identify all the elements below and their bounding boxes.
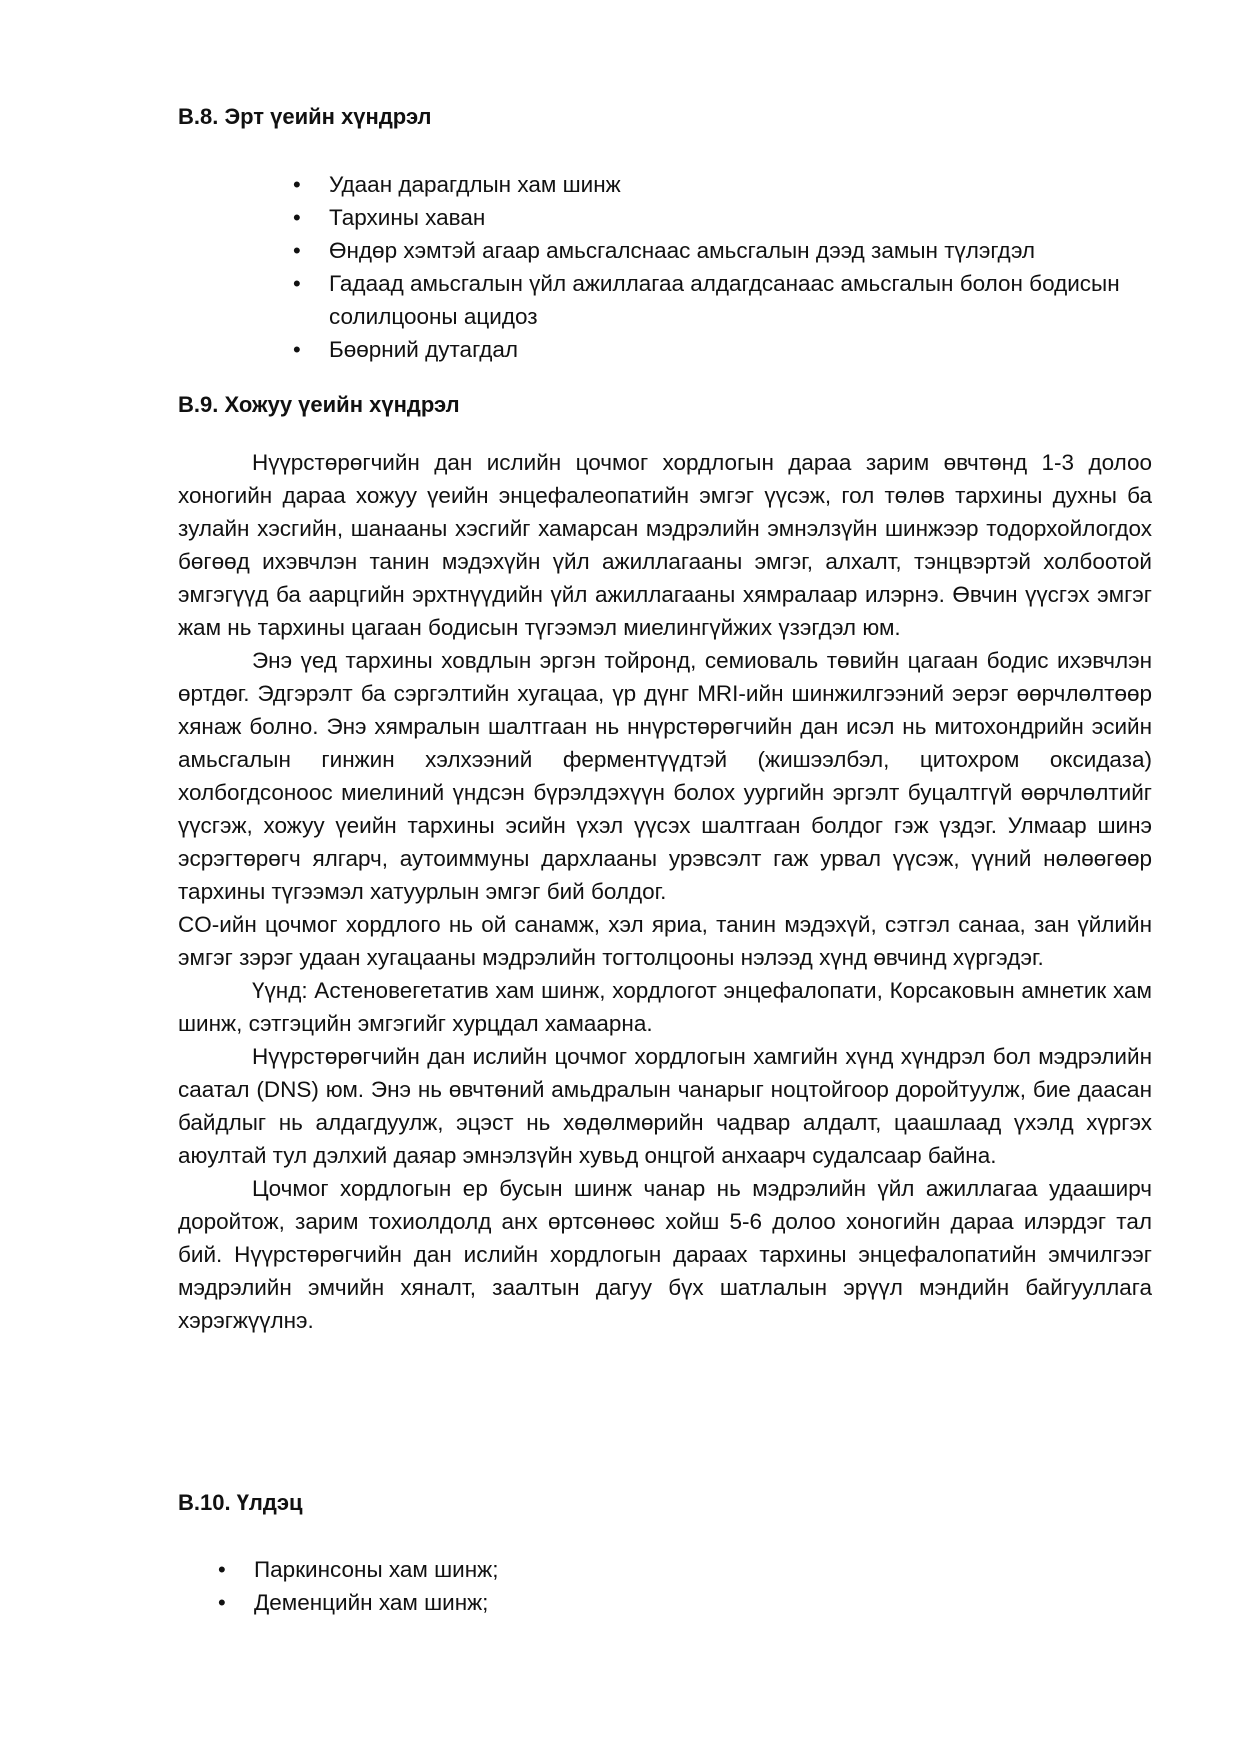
section-body-b9: [178, 446, 1152, 1337]
bullet-icon: •: [218, 1590, 226, 1615]
list-item: • Тархины хаван: [329, 201, 1129, 234]
section-heading-b8: B.8. Эрт үеийн хүндрэл: [178, 104, 432, 129]
paragraph: Цочмог хордлогын ер бусын шинж чанар нь мэдрэлийн үйл ажиллагаа удааширч доройтож, зарим тохиолдолд анх өртсөнөөс хойш 5-6 долоо хоногийн дараа илэрдэг тал бий. Нүүрстөрөгчийн дан ислийн хордлогын дараах тархины энцефалопатийн эмчилгээг мэдрэлийн эмчийн хяналт, заалтын дагуу бүх шатлалын эрүүл мэндийн байгууллага хэрэгжүүлнэ.: [178, 1176, 1152, 1333]
section-heading-b10: B.10. Үлдэц: [178, 1490, 303, 1515]
bullet-list-b10: [218, 1553, 1054, 1619]
bullet-icon: •: [293, 337, 301, 362]
paragraph: Үүнд: Астеновегетатив хам шинж, хордлогот энцефалопати, Корсаковын амнетик хам шинж, сэтгэцийн эмгэгийг хурцдал хамаарна.: [178, 978, 1152, 1036]
list-item: • Удаан дарагдлын хам шинж: [329, 168, 1129, 201]
paragraph: Нүүрстөрөгчийн дан ислийн цочмог хордлогын дараа зарим өвчтөнд 1-3 долоо хоногийн дараа хожуу үеийн энцефалеопатийн эмгэг үүсэж, гол төлөв тархины духны ба зулайн хэсгийн, шанааны хэсгийг хамарсан мэдрэлийн эмнэлзүйн шинжээр тодорхойлогдох бөгөөд ихэвчлэн танин мэдэхүйн үйл ажиллагааны эмгэг, алхалт, тэнцвэртэй холбоотой эмгэгүүд ба аарцгийн эрхтнүүдийн үйл ажиллагааны хямралаар илэрнэ. Өвчин үүсгэх эмгэг жам нь тархины цагаан бодисын түгээмэл миелингүйжих үзэгдэл юм.: [178, 450, 1152, 640]
paragraph: Нүүрстөрөгчийн дан ислийн цочмог хордлогын хамгийн хүнд хүндрэл бол мэдрэлийн саатал (DNS) юм. Энэ нь өвчтөний амьдралын чанарыг ноцтойгоор доройтуулж, бие даасан байдлыг нь алдагдуулж, эцэст нь хөдөлмөрийн чадвар алдалт, цаашлаад үхэлд хүргэх аюултай тул дэлхий даяар эмнэлзүйн хувьд онцгой анхаарч судалсаар байна.: [178, 1044, 1152, 1168]
section-heading-b9: B.9. Хожуу үеийн хүндрэл: [178, 392, 460, 417]
paragraph: Энэ үед тархины ховдлын эргэн тойронд, семиоваль төвийн цагаан бодис ихэвчлэн өртдөг. Эдгэрэлт ба сэргэлтийн хугацаа, үр дүнг MRI-ийн шинжилгээний эерэг өөрчлөлтөөр хянаж болно. Энэ хямралын шалтгаан нь ннүрстөрөгчийн дан исэл нь митохондрийн эсийн амьсгалын гинжин хэлхээний ферментүүдтэй (жишээлбэл, цитохром оксидаза) холбогдсоноос миелиний үндсэн бүрэлдэхүүн болох уургийн эргэлт буцалтгүй өөрчлөлтийг үүсгэж, хожуу үеийн тархины эсийн үхэл үүсэх шалтгаан болдог гэж үздэг. Улмаар шинэ эсрэгтөрөгч ялгарч, аутоиммуны дархлааны урэвсэлт гаж урвал үүсэж, үүний нөлөөгөөр тархины түгээмэл хатуурлын эмгэг бий болдог.: [178, 648, 1152, 904]
list-item: • Паркинсоны хам шинж;: [254, 1553, 1054, 1586]
list-item: • Гадаад амьсгалын үйл ажиллагаа алдагдсанаас амьсгалын болон бодисын солилцооны ацидоз: [329, 267, 1129, 333]
bullet-list-b8: [293, 168, 1129, 366]
bullet-icon: •: [293, 271, 301, 296]
list-item: • Бөөрний дутагдал: [329, 333, 1129, 366]
list-item: • Деменцийн хам шинж;: [254, 1586, 1054, 1619]
paragraph: CO-ийн цочмог хордлого нь ой санамж, хэл яриа, танин мэдэхүй, сэтгэл санаа, зан үйлийн эмгэг зэрэг удаан хугацааны мэдрэлийн тогтолцооны нэлээд хүнд өвчинд хүргэдэг.: [178, 912, 1152, 970]
bullet-icon: •: [218, 1557, 226, 1582]
bullet-icon: •: [293, 172, 301, 197]
bullet-icon: •: [293, 205, 301, 230]
list-item: • Өндөр хэмтэй агаар амьсгалснаас амьсгалын дээд замын түлэгдэл: [329, 234, 1129, 267]
bullet-icon: •: [293, 238, 301, 263]
